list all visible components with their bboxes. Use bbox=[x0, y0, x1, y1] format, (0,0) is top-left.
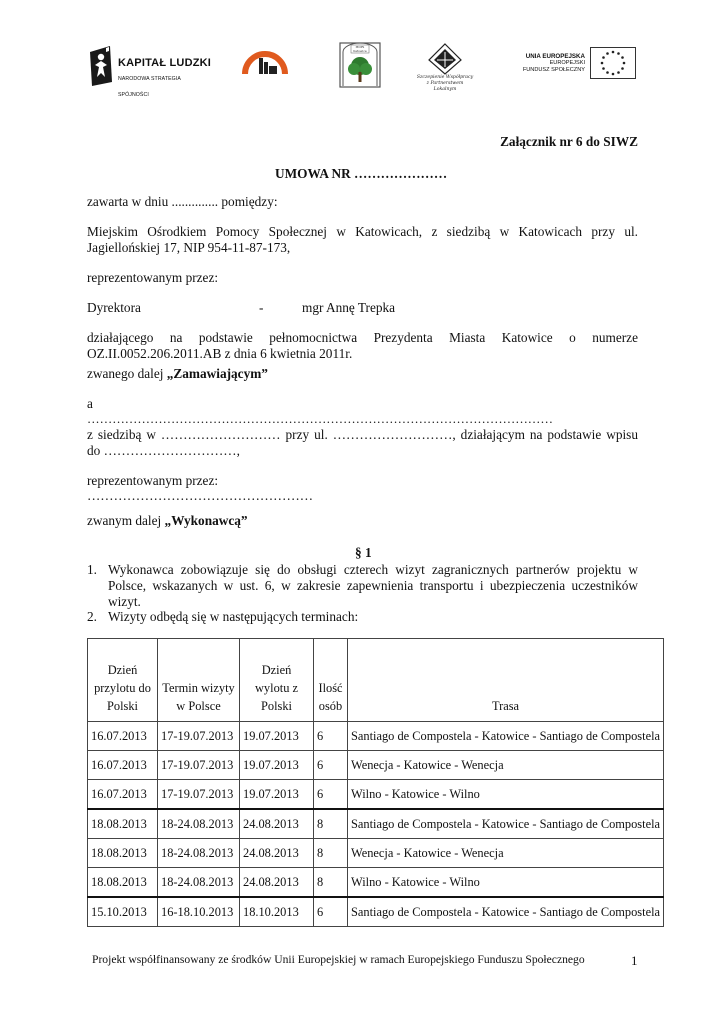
cell-persons: 6 bbox=[314, 780, 348, 810]
cell-arrival: 18.08.2013 bbox=[88, 839, 158, 868]
acting-line1: działającego na podstawie pełnomocnictwa Prezydenta Miasta Katowice o numerze bbox=[87, 330, 638, 345]
section-heading: § 1 bbox=[355, 545, 372, 560]
item1-line1: Wykonawca zobowiązuje się do obsługi czterech wizyt zagranicznych partnerów projektu w bbox=[108, 562, 638, 577]
cell-departure: 19.07.2013 bbox=[240, 722, 314, 751]
item1-number: 1. bbox=[87, 562, 97, 577]
cell-route: Santiago de Compostela - Katowice - Santiago de Compostela bbox=[348, 722, 664, 751]
called2-line bbox=[87, 513, 248, 529]
cell-visit-period: 17-19.07.2013 bbox=[158, 751, 240, 780]
kapital-ludzki-emblem-icon bbox=[88, 46, 114, 86]
item1-line2: Polsce, wskazanych w ust. 6, w zakresie zapewnienia transportu i ubezpieczenia uczestników bbox=[108, 578, 638, 593]
visits-schedule-table bbox=[87, 638, 664, 927]
table-header-row bbox=[88, 639, 664, 722]
called2-name: „Wykonawcą” bbox=[164, 513, 248, 528]
contractor-dots: ………………………………………………………………………………………………… bbox=[87, 412, 553, 426]
table-row bbox=[88, 722, 664, 751]
header-arrival: Dzień przylotu do Polski bbox=[88, 639, 158, 722]
called1-line bbox=[87, 366, 268, 382]
cell-departure: 24.08.2013 bbox=[240, 868, 314, 898]
eu-line2: EUROPEJSKI bbox=[549, 60, 585, 66]
cell-persons: 8 bbox=[314, 839, 348, 868]
cell-route: Wenecja - Katowice - Wenecja bbox=[348, 751, 664, 780]
eu-line3: FUNDUSZ SPOŁECZNY bbox=[522, 67, 585, 73]
cell-visit-period: 17-19.07.2013 bbox=[158, 722, 240, 751]
eu-line1: UNIA EUROPEJSKA bbox=[525, 53, 585, 60]
arch-logo-icon bbox=[242, 42, 288, 76]
kapital-ludzki-logo bbox=[88, 46, 213, 98]
represented2-label: reprezentowanym przez: bbox=[87, 473, 219, 488]
eu-flag-icon bbox=[590, 47, 636, 79]
cell-route: Santiago de Compostela - Katowice - Santiago de Compostela bbox=[348, 897, 664, 927]
table-row bbox=[88, 780, 664, 810]
eu-logo bbox=[513, 47, 638, 81]
contract-title: UMOWA NR ………………… bbox=[275, 166, 448, 181]
called1-prefix: zwanego dalej bbox=[87, 366, 167, 381]
kapital-ludzki-title: KAPITAŁ LUDZKI bbox=[118, 57, 212, 69]
represented2-dots: …………………………………………… bbox=[87, 488, 314, 503]
cell-route: Wilno - Katowice - Wilno bbox=[348, 780, 664, 810]
mops-logo-text: MOPS Katowice bbox=[353, 45, 367, 53]
cell-arrival: 16.07.2013 bbox=[88, 780, 158, 810]
table-row bbox=[88, 839, 664, 868]
header-route: Trasa bbox=[348, 639, 664, 722]
cell-arrival: 16.07.2013 bbox=[88, 722, 158, 751]
cell-route: Wilno - Katowice - Wilno bbox=[348, 868, 664, 898]
partnership-emblem-icon bbox=[415, 42, 475, 76]
footer-cofinancing-note: Projekt współfinansowany ze środków Unii Europejskiej w ramach Europejskiego Funduszu Społecznego bbox=[92, 953, 585, 966]
cell-visit-period: 18-24.08.2013 bbox=[158, 839, 240, 868]
cell-departure: 19.07.2013 bbox=[240, 780, 314, 810]
partnership-line1: Szczepienie Współpracy bbox=[416, 75, 474, 80]
cell-visit-period: 18-24.08.2013 bbox=[158, 868, 240, 898]
cell-persons: 8 bbox=[314, 809, 348, 839]
table-row bbox=[88, 809, 664, 839]
cell-visit-period: 17-19.07.2013 bbox=[158, 780, 240, 810]
page-number: 1 bbox=[631, 953, 638, 968]
item1-line3: wizyt. bbox=[108, 594, 141, 609]
cell-departure: 18.10.2013 bbox=[240, 897, 314, 927]
cell-visit-period: 18-24.08.2013 bbox=[158, 809, 240, 839]
director-dash: - bbox=[259, 300, 264, 315]
seat-line2: do …………………………, bbox=[87, 443, 240, 458]
item2-number: 2. bbox=[87, 609, 97, 624]
table-row bbox=[88, 897, 664, 927]
called2-prefix: zwanym dalej bbox=[87, 513, 165, 528]
cell-arrival: 18.08.2013 bbox=[88, 868, 158, 898]
item2-text: Wizyty odbędą się w następujących terminach: bbox=[108, 609, 359, 624]
cell-route: Wenecja - Katowice - Wenecja bbox=[348, 839, 664, 868]
partnership-logo bbox=[415, 42, 475, 94]
cell-departure: 24.08.2013 bbox=[240, 809, 314, 839]
table-row bbox=[88, 751, 664, 780]
cell-persons: 8 bbox=[314, 868, 348, 898]
mops-logo bbox=[339, 42, 381, 88]
called1-name: „Zamawiającym” bbox=[166, 366, 268, 381]
arch-logo bbox=[242, 42, 288, 80]
and-word: a bbox=[87, 396, 93, 411]
seat-line1: z siedzibą w ……………………… przy ul. ………………………, działającym na podstawie wpisu bbox=[87, 427, 638, 442]
cell-departure: 24.08.2013 bbox=[240, 839, 314, 868]
acting-line2: OZ.II.0052.206.2011.AB z dnia 6 kwietnia 2011r. bbox=[87, 346, 353, 361]
table-row bbox=[88, 868, 664, 898]
annex-label: Załącznik nr 6 do SIWZ bbox=[500, 134, 638, 149]
cell-arrival: 15.10.2013 bbox=[88, 897, 158, 927]
header-visit-period: Termin wizyty w Polsce bbox=[158, 639, 240, 722]
cell-persons: 6 bbox=[314, 722, 348, 751]
header-persons: Ilość osób bbox=[314, 639, 348, 722]
cell-persons: 6 bbox=[314, 897, 348, 927]
header-departure: Dzień wylotu z Polski bbox=[240, 639, 314, 722]
cell-persons: 6 bbox=[314, 751, 348, 780]
concluded-line: zawarta w dniu .............. pomiędzy: bbox=[87, 194, 278, 209]
cell-route: Santiago de Compostela - Katowice - Santiago de Compostela bbox=[348, 809, 664, 839]
party1-line2: Jagiellońskiej 17, NIP 954-11-87-173, bbox=[87, 240, 291, 255]
cell-departure: 19.07.2013 bbox=[240, 751, 314, 780]
director-role: Dyrektora bbox=[87, 300, 141, 315]
partnership-line2: z Partnerstwem Lokalnym bbox=[426, 81, 464, 92]
cell-visit-period: 16-18.10.2013 bbox=[158, 897, 240, 927]
cell-arrival: 16.07.2013 bbox=[88, 751, 158, 780]
party1-line1: Miejskim Ośrodkiem Pomocy Społecznej w Katowicach, z siedzibą w Katowicach przy ul. bbox=[87, 224, 638, 239]
kapital-ludzki-subtitle: NARODOWA STRATEGIA SPÓJNOŚCI bbox=[118, 76, 181, 98]
represented1-label: reprezentowanym przez: bbox=[87, 270, 219, 285]
cell-arrival: 18.08.2013 bbox=[88, 809, 158, 839]
director-name: mgr Annę Trepka bbox=[302, 300, 396, 315]
